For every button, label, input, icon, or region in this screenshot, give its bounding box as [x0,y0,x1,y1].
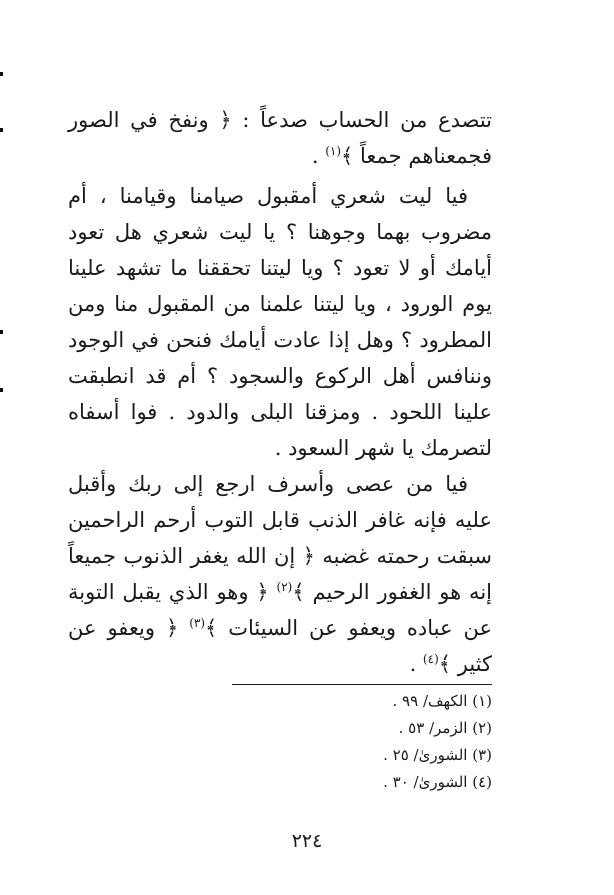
footnote-ref-1[interactable]: (١) [325,144,342,158]
footnote-ref-3[interactable]: (٣) [189,616,206,630]
page-number: ٢٢٤ [291,830,323,852]
paragraph-3-part-1: فيا من عصى وأسرف ارجع إلى ربك وأقبل عليه فإنه غافر الذنب قابل التوب أرحم الراحمين سبقت رحمته غضبه ﴿ إن الله يغفر الذنوب جميعاً إنه هو الغفور الرحيم ﴾ [68,472,492,604]
footnote-ref-2[interactable]: (٢) [276,580,293,594]
paragraph-3-tail: . [409,652,423,676]
paragraph-3-part-3: ﴿ ويعفو عن كثير ﴾ [68,616,492,676]
footnote-divider [232,684,492,685]
paragraph-3-part-2: ﴿ وهو الذي يقبل التوبة عن عباده ويعفو عن السيئات ﴾ [68,580,492,640]
footnotes-list [383,688,492,796]
scan-edge-mark [0,128,3,132]
footnote-item: (١) الكهف/ ٩٩ . [392,692,492,710]
paragraph-3 [68,466,492,682]
scan-edge-mark [0,330,3,334]
paragraph-1-tail: . [311,144,326,168]
paragraph-1 [68,102,492,174]
paragraph-2 [68,178,492,466]
footnote-ref-4[interactable]: (٤) [422,652,439,666]
paragraph-1-text: تتصدع من الحساب صدعاً : ﴿ ونفخ في الصور فجمعناهم جمعاً ﴾ [68,108,492,168]
scan-edge-mark [0,72,3,76]
footnote-item: (٢) الزمر/ ٥٣ . [398,719,492,737]
footnote-item: (٤) الشورىٰ/ ٣٠ . [383,773,492,791]
footnote-item: (٣) الشورىٰ/ ٢٥ . [383,746,492,764]
paragraph-2-text: فيا ليت شعري أمقبول صيامنا وقيامنا ، أم مضروب بهما وجوهنا ؟ يا ليت شعري هل تعود أيامك أو لا تعود ؟ ويا ليتنا تحققنا ما تشهد علينا يوم الورود ، ويا ليتنا علمنا من المقبول منا ومن المطرود ؟ وهل إذا عادت أيامك فنحن في الوجود وننافس أهل الركوع والسجود ؟ أم قد انطبقت علينا اللحود . ومزقنا البلى والدود . فوا أسفاه لتصرمك يا شهر السعود . [68,184,492,460]
scan-edge-mark [0,388,3,392]
